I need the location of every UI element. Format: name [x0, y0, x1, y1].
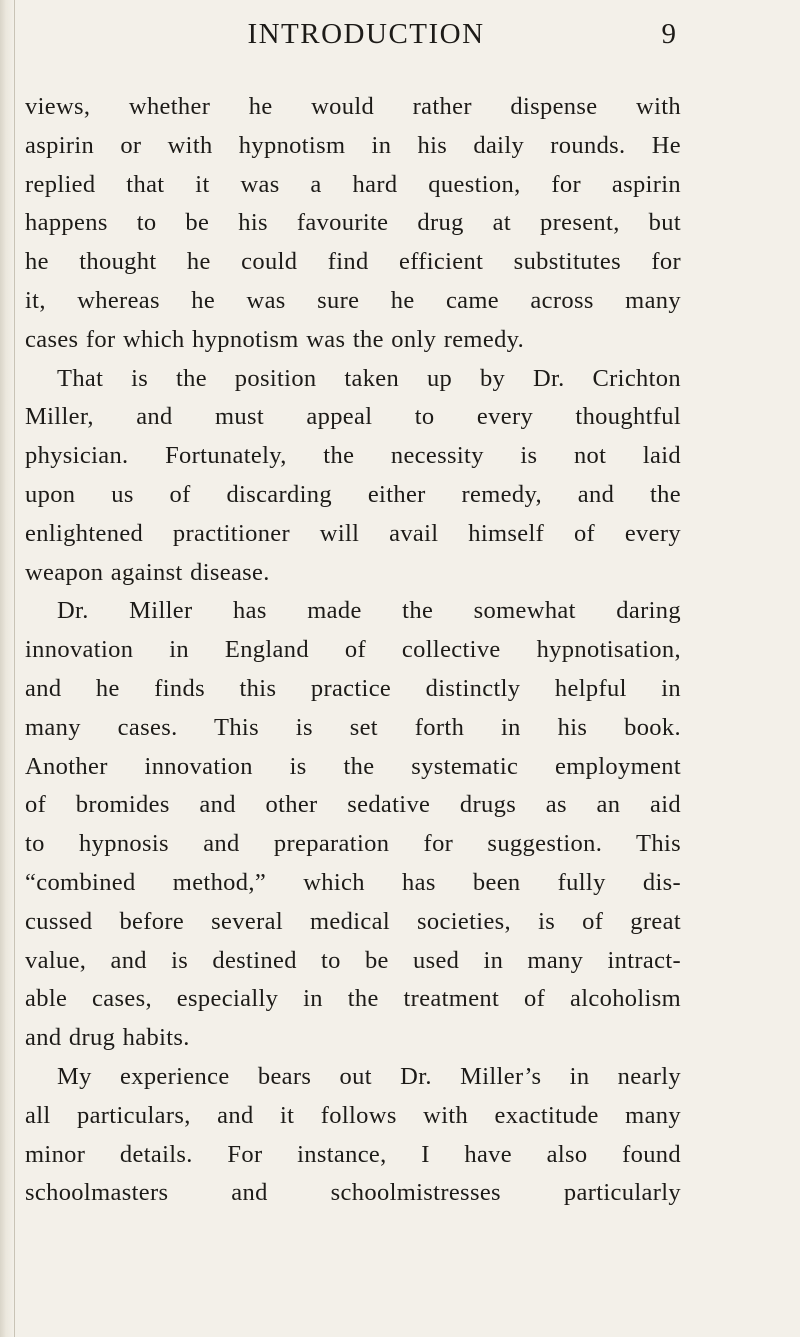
running-head: [56, 18, 676, 62]
text-line: cases for which hypnotism was the only remedy.: [25, 325, 525, 353]
text-line: it, whereas he was sure he came across many: [25, 286, 681, 314]
text-line: able cases, especially in the treatment of alcoholism: [25, 985, 681, 1013]
page-binding-edge: [0, 0, 14, 1337]
text-line: many cases. This is set forth in his book.: [25, 713, 681, 741]
text-line: Another innovation is the systematic employment: [25, 752, 681, 780]
text-line: and he finds this practice distinctly helpful in: [25, 674, 681, 702]
chapter-title: INTRODUCTION: [247, 18, 485, 50]
text-line: My experience bears out Dr. Miller’s in nearly: [57, 1062, 681, 1090]
text-line: That is the position taken up by Dr. Crichton: [57, 364, 681, 392]
page-number: 9: [661, 18, 676, 50]
text-line: Miller, and must appeal to every thoughtful: [25, 403, 681, 431]
text-line: minor details. For instance, I have also found: [25, 1140, 681, 1168]
text-line: weapon against disease.: [25, 558, 270, 586]
text-line: of bromides and other sedative drugs as an aid: [25, 791, 681, 819]
text-line: enlightened practitioner will avail himself of every: [25, 519, 681, 547]
text-line: innovation in England of collective hypnotisation,: [25, 636, 681, 664]
text-line: Dr. Miller has made the somewhat daring: [57, 597, 681, 625]
text-line: to hypnosis and preparation for suggestion. This: [25, 830, 681, 858]
text-line: replied that it was a hard question, for aspirin: [25, 170, 681, 198]
text-line: physician. Fortunately, the necessity is not laid: [25, 442, 681, 470]
text-line: aspirin or with hypnotism in his daily rounds. He: [25, 131, 681, 159]
text-line: “combined method,” which has been fully dis-: [25, 868, 681, 896]
text-line: he thought he could find efficient substitutes for: [25, 248, 681, 276]
text-line: value, and is destined to be used in many intract-: [25, 946, 681, 974]
text-line: views, whether he would rather dispense with: [25, 93, 681, 120]
body-text: [25, 88, 681, 1213]
text-line: schoolmasters and schoolmistresses particularly: [25, 1179, 681, 1207]
text-line: and drug habits.: [25, 1024, 190, 1052]
text-line: happens to be his favourite drug at present, but: [25, 209, 681, 237]
text-line: all particulars, and it follows with exactitude many: [25, 1101, 681, 1129]
text-line: upon us of discarding either remedy, and the: [25, 480, 681, 508]
text-line: cussed before several medical societies, is of great: [25, 907, 681, 935]
page-binding-line: [14, 0, 15, 1337]
